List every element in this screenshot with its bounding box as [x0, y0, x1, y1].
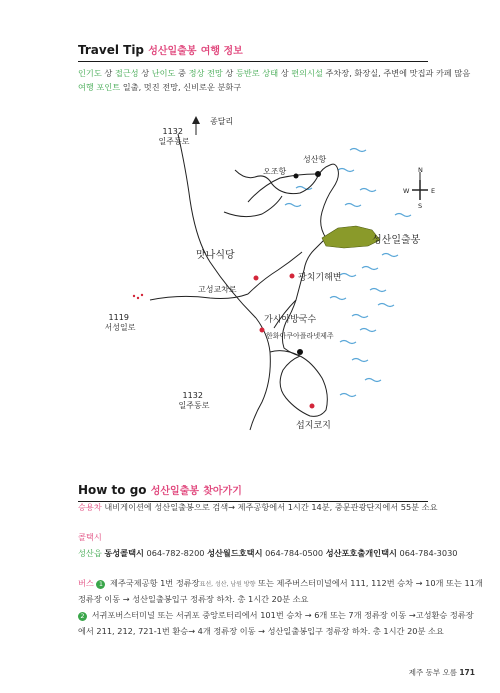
tip-line1-seg-5: 중 [175, 68, 189, 78]
hanhwa-marker [297, 349, 303, 355]
travel-tip-title-ko: 여행 정보 [200, 46, 243, 57]
tip-line1-seg-11: 주차장, 화장실, 주변에 맛집과 카페 많음 [322, 68, 471, 78]
matna-marker [254, 276, 259, 281]
gashiabang-label: 가시아방국수 [264, 315, 317, 325]
how-to-go-title-place: 성산일출봉 [150, 486, 200, 497]
car-label: 승용차 [78, 502, 102, 512]
bus-1-number: 1 [96, 580, 105, 589]
road-1132-bottom-label: 1132 일주동로 [178, 391, 210, 410]
coastline [235, 164, 338, 356]
tip-line1-seg-8: 등반로 상태 [235, 68, 279, 78]
road-1132-top-label: 1132 일주동로 [158, 127, 190, 146]
bus-1-text-b: 또는 제주버스터미널에서 111, 112번 승차 → 10개 또는 11개 [255, 578, 483, 588]
matna-label: 맛나식당 [196, 250, 235, 261]
taxi-label: 콜택시 [78, 532, 102, 542]
footer-section: 제주 동부 오름 [408, 668, 457, 677]
car-text: 내비게이션에 성산일출봉으로 검색→ 제주공항에서 1시간 14분, 중문관광단지에서 55분 소요 [101, 502, 438, 512]
tip-line1-seg-10: 편의시설 [291, 68, 323, 78]
gwangchigi-marker [290, 274, 295, 279]
how-to-go-title-ko: 찾아가기 [203, 486, 242, 497]
travel-tip-title-place: 성산일출봉 [148, 46, 197, 57]
taxi-list [78, 546, 458, 560]
tip-line1-seg-1: 상 [101, 68, 115, 78]
bus-2-text-a: 서귀포버스터미널 또는 서귀포 중앙로터리에서 101번 승차 → 6개 또는 7개 정류장 이동 →고성환승 정류장 [89, 610, 474, 620]
west-marks [133, 294, 143, 299]
compass [412, 172, 428, 200]
tip-line1-seg-4: 난이도 [151, 68, 176, 78]
taxi-name-2: 성산월드호택시 [207, 548, 263, 558]
compass-w: W [403, 187, 410, 195]
bus-1-text-a: 제주국제공항 1번 정류장 [107, 578, 200, 588]
taxi-phone-1: 064-782-8200 [143, 548, 208, 558]
bus-label: 버스 [78, 578, 94, 588]
travel-tip-title-en: Travel Tip [78, 43, 145, 57]
tip-line1-seg-7: 상 [222, 68, 236, 78]
ojo-label: 오조항 [263, 167, 287, 176]
seongsan-peak-label: 성산일출봉 [372, 235, 421, 246]
tip-line1-seg-9: 상 [278, 68, 292, 78]
bus-2 [78, 608, 474, 622]
seopjikoji-label: 섭지코지 [296, 421, 331, 431]
seongsanhang-marker [315, 171, 321, 177]
page-number: 171 [459, 668, 475, 677]
jongdal-arrow [192, 116, 200, 124]
how-to-go-title [78, 482, 428, 502]
tip-line2-seg-1: 일출, 멋진 전망, 신비로운 분화구 [120, 82, 242, 92]
taxi-name-1: 동성콜택시 [104, 548, 144, 558]
tip-line1-seg-2: 접근성 [114, 68, 139, 78]
how-to-go-title-en: How to go [78, 483, 147, 497]
tip-line1-seg-6: 정상 전망 [188, 68, 223, 78]
bus-2-cont: 에서 211, 212, 721-1번 환승→ 4개 정류장 이동 → 성산일출봉입구 정류장 하차. 총 1시간 20분 소요 [78, 626, 444, 636]
bus-1-direction: 표선, 성산, 남원 방향 [199, 581, 256, 588]
bus-1-cont: 정류장 이동 → 성산일출봉입구 정류장 하차. 총 1시간 20분 소요 [78, 594, 309, 604]
car-info [78, 500, 438, 514]
ojo-marker [294, 174, 299, 179]
road-1119-label: 1119 서성일로 [104, 313, 136, 332]
compass-n: N [418, 166, 423, 174]
hanhwa-label: 한화아쿠아플라넷제주 [266, 332, 334, 340]
tip-line1-seg-3: 상 [138, 68, 152, 78]
goseong-label: 고성교차로 [198, 285, 237, 294]
tip-line2-seg-0: 여행 포인트 [78, 82, 121, 92]
seopjikoji-outline [280, 356, 327, 416]
seopjikoji-marker [310, 404, 315, 409]
taxi-phone-3: 064-784-3030 [396, 548, 458, 558]
tip-line1-seg-0: 인기도 [78, 68, 102, 78]
taxi-phone-2: 064-784-0500 [262, 548, 326, 558]
jongdal-label: 종달리 [210, 117, 234, 126]
taxi-label-line [78, 530, 438, 544]
bus-2-number: 2 [78, 612, 87, 621]
taxi-name-0: 성산읍 [78, 548, 102, 558]
compass-e: E [431, 187, 436, 195]
compass-s: S [418, 202, 423, 210]
gashiabang-marker [260, 328, 265, 333]
gwangchigi-label: 광치기해변 [298, 273, 342, 283]
taxi-name-3: 성산포호출개인택시 [325, 548, 397, 558]
bus-1 [78, 576, 483, 592]
seongsanhang-label: 성산항 [303, 155, 327, 164]
page-footer [409, 667, 475, 678]
